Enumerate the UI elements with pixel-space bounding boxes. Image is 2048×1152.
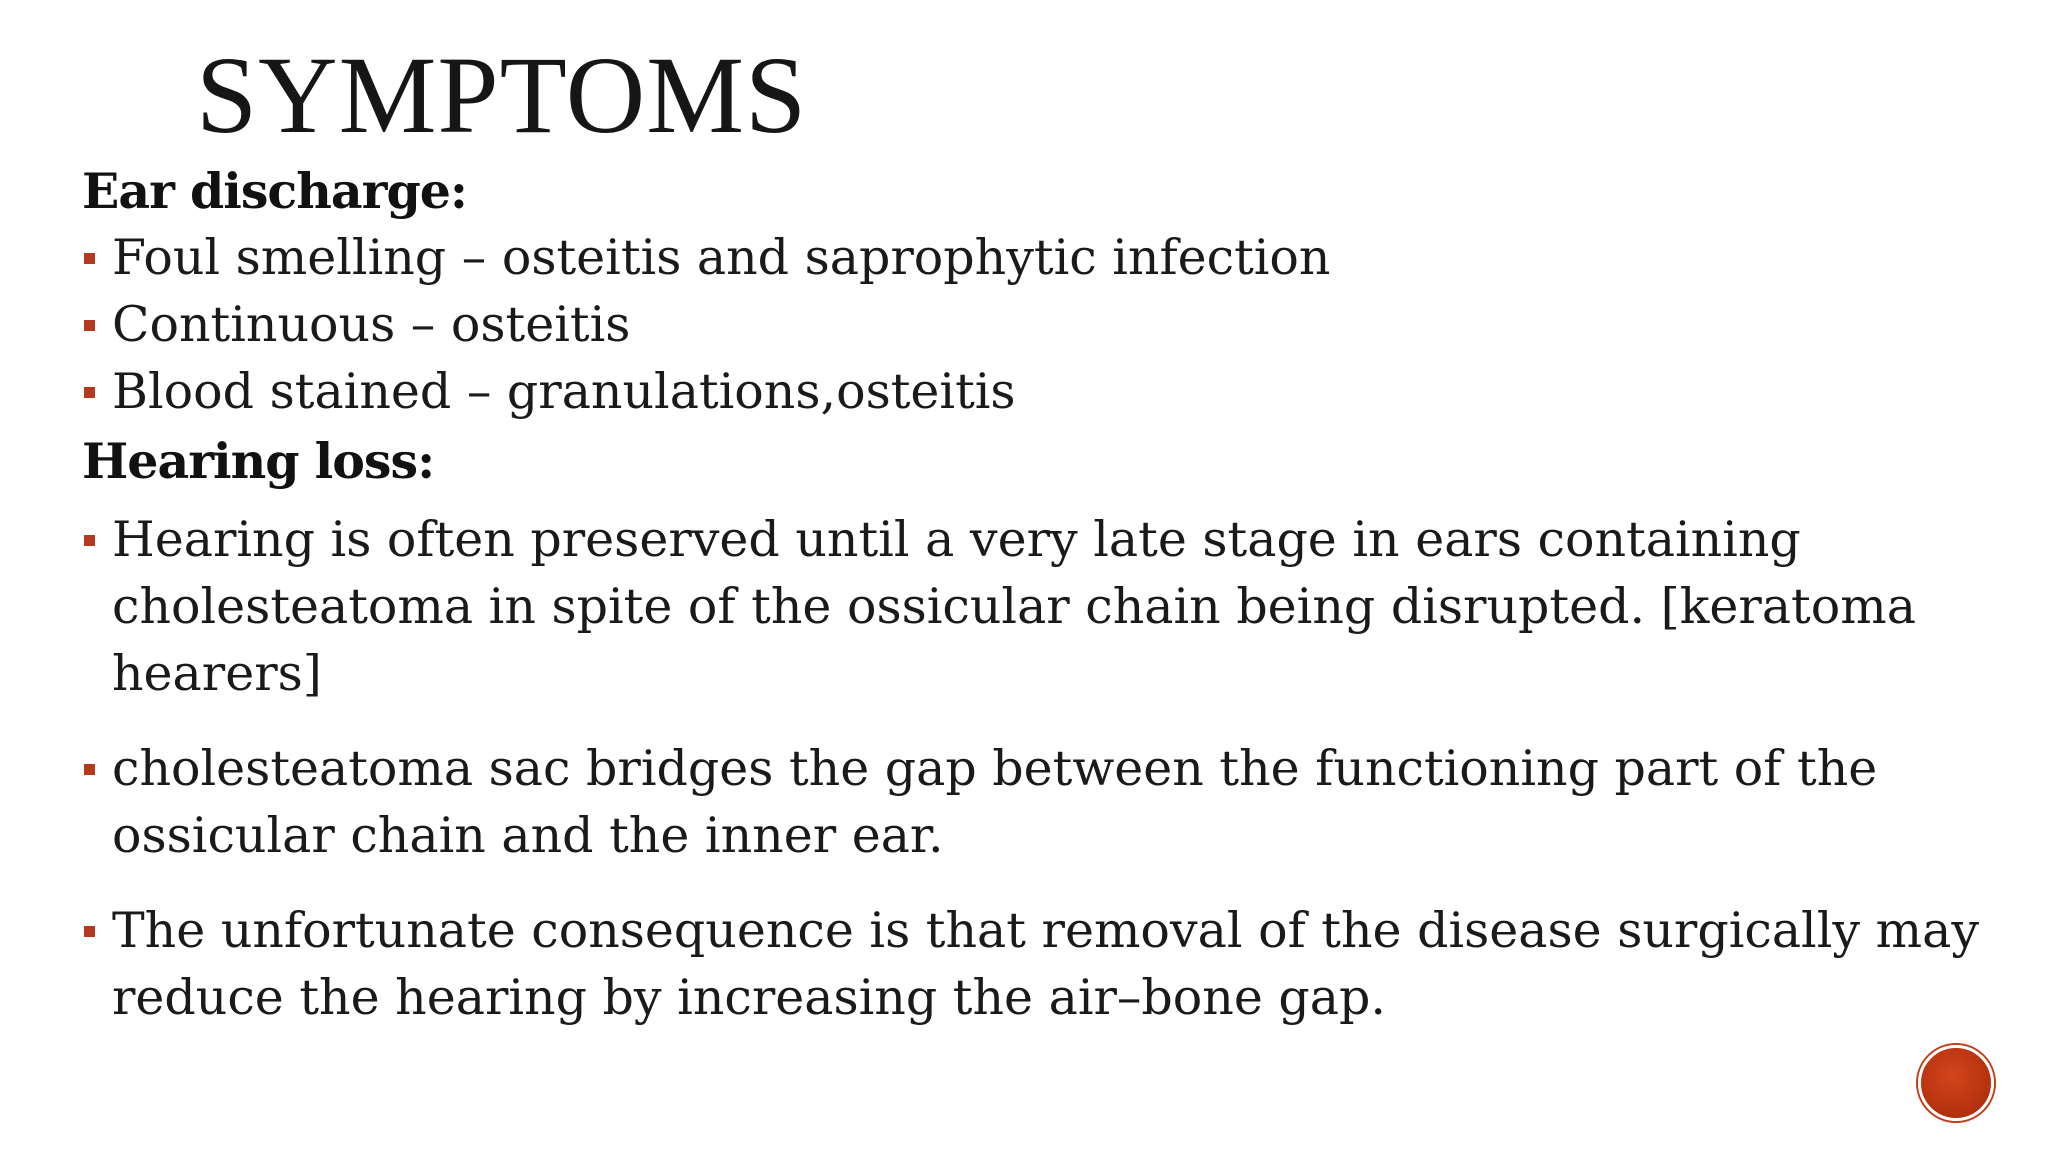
bullet-text: cholesteatoma sac bridges the gap between the functioning part of the ossicular chain and the inner ear. <box>112 740 1878 864</box>
slide-title: SYMPTOMS <box>196 34 808 156</box>
list-item <box>82 897 1982 1031</box>
square-bullet-icon <box>84 764 95 775</box>
bullet-text: Blood stained – granulations,osteitis <box>112 363 1016 420</box>
section-heading-ear-discharge: Ear discharge: <box>82 162 467 220</box>
square-bullet-icon <box>84 253 95 264</box>
list-item <box>82 224 1982 291</box>
bullet-list-hearing-loss <box>82 506 1982 1031</box>
bullet-text: Continuous – osteitis <box>112 296 631 353</box>
list-item <box>82 506 1982 707</box>
circle-button-icon[interactable] <box>1918 1045 1994 1121</box>
bullet-text: Foul smelling – osteitis and saprophytic infection <box>112 229 1331 286</box>
square-bullet-icon <box>84 535 95 546</box>
list-item <box>82 291 1982 358</box>
square-bullet-icon <box>84 320 95 331</box>
square-bullet-icon <box>84 926 95 937</box>
bullet-text: Hearing is often preserved until a very late stage in ears containing cholesteatoma in spite of the ossicular chain being disrupted. [keratoma hearers] <box>112 511 1916 702</box>
slide-content <box>82 158 1982 1059</box>
bullet-text: The unfortunate consequence is that removal of the disease surgically may reduce the hearing by increasing the air–bone gap. <box>112 902 1980 1026</box>
section-heading-hearing-loss: Hearing loss: <box>82 432 435 490</box>
list-item <box>82 735 1982 869</box>
list-item <box>82 358 1982 425</box>
bullet-list-ear-discharge <box>82 224 1982 425</box>
square-bullet-icon <box>84 387 95 398</box>
